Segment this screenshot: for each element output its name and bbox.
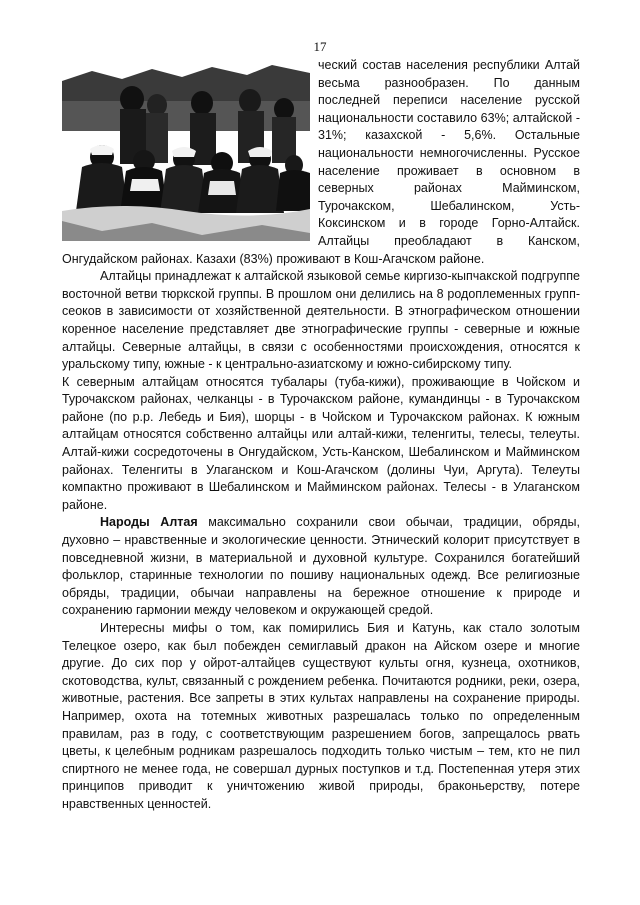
paragraph-language: Алтайцы принадлежат к алтайской языковой семье киргизо-кыпчакской подгруппе восточной ветви тюркской группы. В прошлом они делились на 8 родоплеменных групп-сеоков в зависимости от хозяйственной деятельности. В этнографическом отношении коренное население представляет две этнографические группы - северные и южные алтайцы. Северные алтайцы, в связи с особенностями происхождения, относятся к уральскому типу, южные - к центрально-азиатскому и южно-сибирскому типу. (62, 269, 580, 372)
page-number: 17 (313, 39, 327, 54)
text-body (62, 57, 580, 814)
paragraph-northern-altaians: К северным алтайцам относятся тубалары (туба-кижи), проживающие в Чойском и Турочакском районах, челканцы - в Турочакском районе, кумандинцы - в Турочакском районе (по р.р. Лебедь и Бия), шорцы - в Чойском и Турочакском районах. К южным алтайцам относятся собственно алтайцы или алтай-кижи, теленгиты, телесы, телеуты. Алтай-кижи сосредоточены в Онгудайском, Усть-Канском, Шебалинском и Майминском районах. Теленгиты в Улаганском и Кош-Агачском (долины Чуи, Аргута). Телеуты компактно проживают в Шебалинском и Майминском районах. Телесы - в Улаганском районе. (62, 374, 580, 512)
heading-inline-bold: Народы Алтая (100, 515, 198, 530)
photo-image (62, 61, 310, 241)
paragraph-population: ческий состав населения республики Алтай весьма разнообразен. По данным последней переписи население русской национальности составило 63%; алтайской - 31%; казахской - 5,6%. Остальные национальности немногочисленны. Русское население проживает в основном в северных районах Майминском, Турочакском, Шебалинском, Усть-Коксинском и в городе Горно-Алтайск. Алтайцы преобладают в Канском, Онгудайском районах. Казахи (83%) проживают в Кош-Агачском районе. (62, 58, 580, 266)
paragraph-myths: Интересны мифы о том, как помирились Бия и Катунь, как стало золотым Телецкое озеро, как был побежден семиглавый дракон на Айском озере и многие другие. До сих пор у ойрот-алтайцев существуют культы огня, кузнеца, охотников, скотоводства, культ, связанный с рождением ребенка. Почитаются родники, реки, озера, животные, растения. Все запреты в этих культах направлены на сохранение природы. Например, охота на тотемных животных разрешалась только по определенным правилам, раз в году, с соответствующим разрешением богов, запрещалось рвать цветы, к целебным родникам разрешалось подходить только чистым – тем, кто не пил спиртного не менее года, не совершал дурных поступков и т.д. Постепенная утеря этих принципов приводит к уничтожению живой природы, браконьерству, потере нравственных ценностей. (62, 621, 580, 811)
paragraph-peoples-of-altai (62, 514, 580, 620)
paragraph-peoples-text: максимально сохранили свои обычаи, традиции, обряды, духовно – нравственные и экологические ценности. Этнический колорит присутствует в повседневной жизни, в материальной и духовной культуре. Сохранился богатейший фольклор, старинные технологии по пошиву национальных одежд. Все религиозные обряды, традиции, обычаи направлены на бережное отношение к природе и сохранению гармонии между человеком и окружающей средой. (62, 515, 580, 618)
